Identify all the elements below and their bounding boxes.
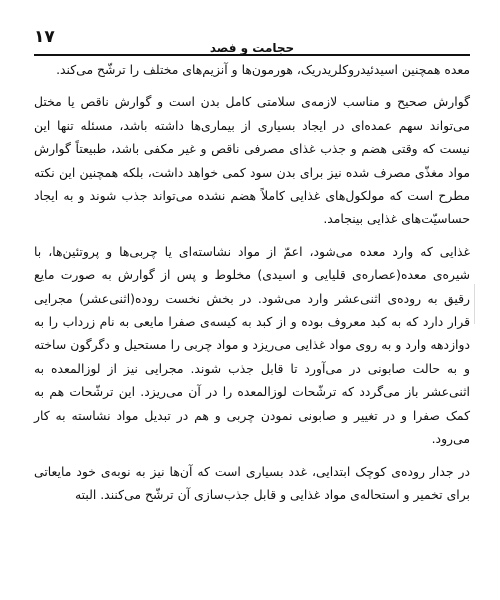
paragraph: غذایی که وارد معده می‌شود، اعمّ از مواد نشاسته‌ای یا چربی‌ها و پروتئین‌ها، با شیره‌ی معده(عصاره‌ی قلیایی و اسیدی) مخلوط و پس از گوارش به صورت مایع رقیق به روده‌ی اثنی‌عشر وارد می‌شود. در بخش نخست روده(اثنی‌عشر) مجرایی قرار دارد که به کبد معروف بوده و از کبد به کیسه‌ی صفرا مایعی به نام زرداب را به دوازدهه وارد و به روی مواد غذایی می‌ریزد و مواد چربی را مستحیل و دگرگون ساخته و به حالت صابونی در می‌آورد تا قابل جذب شوند. مجرایی نیز از لوزالمعده به اثنی‌عشر باز می‌گردد که ترشّحات لوزالمعده را در آن می‌ریزد. این ترشّحات هم به کمک صفرا و در تغییر و صابونی نمودن چربی و هم در تبدیل مواد نشاسته به کار می‌رود.: [34, 243, 470, 447]
paragraph: گوارش صحیح و مناسب لازمه‌ی سلامتی کامل بدن است و گوارش ناقص یا مختل می‌تواند سهم عمده‌ای در ایجاد بسیاری از بیماری‌ها داشته باشد، مسئله تنها این نیست که وقتی هضم و جذب غذای مصرفی ناقص و غیر مکفی باشد، طبیعتاً گوارش مواد مغذّی مصرف شده نیز برای بدن سود کمی خواهد داشت، بلکه همچنین این نکته مطرح است که مولکول‌های غذایی کاملاً هضم نشده می‌تواند جذب شوند و به ایجاد حساسیّت‌های غذایی بینجامد.: [34, 94, 470, 227]
paragraph: معده همچنین اسیدئیدروکلریدریک، هورمون‌ها و آنزیم‌های مختلف را ترشّح می‌کند.: [56, 62, 470, 77]
paragraph: در جدار روده‌ی کوچک ابتدایی، غدد بسیاری است که آن‌ها نیز به نوبه‌ی خود مایعاتی برای تخمیر و استحاله‌ی مواد غذایی و قابل جذب‌سازی آن ترشّح می‌کنند. البته: [34, 463, 470, 502]
page-number: ۱۷: [34, 27, 55, 47]
body-text: [34, 58, 470, 506]
header-rule: [34, 54, 470, 56]
page-header: [34, 26, 470, 55]
scan-edge-mark: [474, 284, 481, 324]
running-title: حجامت و فصد: [209, 41, 295, 55]
